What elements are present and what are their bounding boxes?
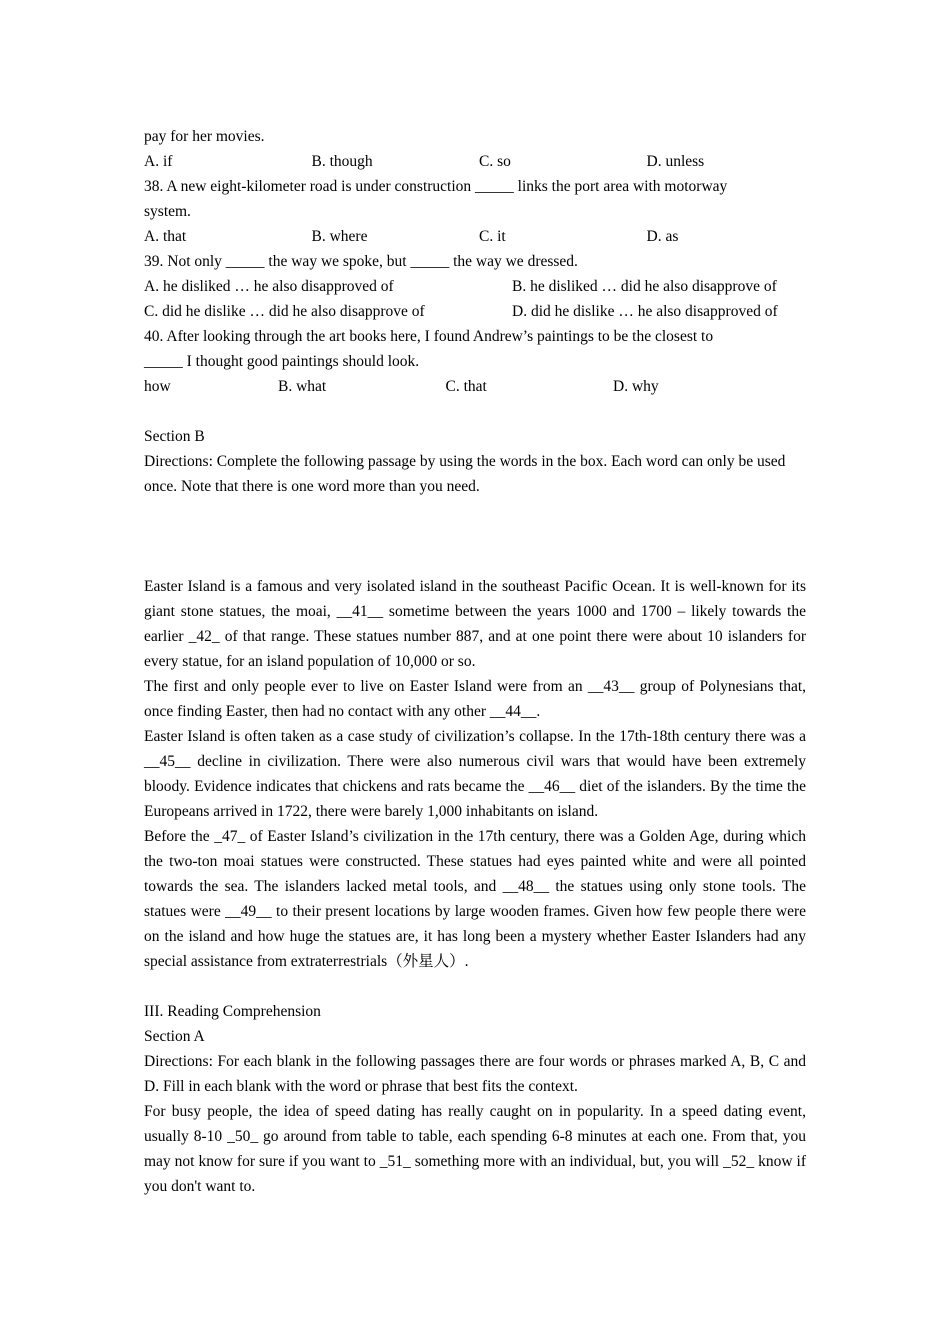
q38-stem-cont: system. bbox=[144, 203, 191, 220]
passage-paragraph-3: Easter Island is often taken as a case study of civilization’s collapse. In the 17th-18th century there was a __45__ decline in civilization. There were also numerous civil wars that would have been extremely bloody. Evidence indicates that chickens and rats became the __46__ diet of the islanders. By the time the Europeans arrived in 1722, there were barely 1,000 inhabitants on island. bbox=[144, 728, 806, 820]
q39-option-b: B. he disliked … did he also disapprove of bbox=[512, 278, 777, 295]
part3-heading: III. Reading Comprehension bbox=[144, 1003, 321, 1020]
q37-options bbox=[144, 149, 806, 174]
q38-option-c: C. it bbox=[479, 228, 506, 245]
q40-option-b: B. what bbox=[278, 378, 327, 395]
passage-paragraph-4: Before the _47_ of Easter Island’s civilization in the 17th century, there was a Golden Age, during which the two-ton moai statues were constructed. These statues had eyes painted white and were all pointed towards the sea. The islanders lacked metal tools, and __48__ the statues using only stone tools. The statues were __49__ to their present locations by large wooden frames. Given how few people there were on the island and how huge the statues are, it has long been a mystery whether Easter Islanders had any special assistance from extraterrestrials（外星人）. bbox=[144, 828, 806, 970]
spacer bbox=[144, 399, 806, 424]
passage-paragraph-2: The first and only people ever to live on Easter Island were from an __43__ group of Polynesians that, once finding Easter, then had no contact with any other __44__. bbox=[144, 678, 806, 720]
q40-option-a: how bbox=[144, 378, 171, 395]
q40-option-d: D. why bbox=[613, 378, 659, 395]
page-content bbox=[144, 124, 806, 1199]
q37-option-a: A. if bbox=[144, 153, 173, 170]
q37-stem-tail: pay for her movies. bbox=[144, 128, 265, 145]
q38-option-b: B. where bbox=[311, 228, 368, 245]
passage-paragraph-1: Easter Island is a famous and very isolated island in the southeast Pacific Ocean. It is well-known for its giant stone statues, the moai, __41__ sometime between the years 1000 and 1700 – likely towards the earlier _42_ of that range. These statues number 887, and at one point there were about 10 islanders for every statue, for an island population of 10,000 or so. bbox=[144, 578, 806, 670]
part3-passage: For busy people, the idea of speed dating has really caught on in popularity. In a speed dating event, usually 8-10 _50_ go around from table to table, each spending 6-8 minutes at each one. From that, you may not know for sure if you want to _51_ something more with an individual, but, you will _52_ know if you don't want to. bbox=[144, 1103, 806, 1195]
spacer bbox=[144, 974, 806, 999]
q40-option-c: C. that bbox=[445, 378, 487, 395]
q38-option-d: D. as bbox=[646, 228, 679, 245]
q40-stem-cont: _____ I thought good paintings should look. bbox=[144, 353, 420, 370]
q37-option-c: C. so bbox=[479, 153, 511, 170]
q38-stem: 38. A new eight-kilometer road is under construction _____ links the port area with motorway bbox=[144, 178, 728, 195]
q39-option-c: C. did he dislike … did he also disapprove of bbox=[144, 303, 425, 320]
q39-stem: 39. Not only _____ the way we spoke, but _____ the way we dressed. bbox=[144, 253, 578, 270]
q40-stem: 40. After looking through the art books here, I found Andrew’s paintings to be the closest to bbox=[144, 328, 714, 345]
part3-section-heading: Section A bbox=[144, 1028, 205, 1045]
part3-directions: Directions: For each blank in the following passages there are four words or phrases marked A, B, C and D. Fill in each blank with the word or phrase that best fits the context. bbox=[144, 1053, 806, 1095]
q37-option-b: B. though bbox=[311, 153, 373, 170]
q40-options bbox=[144, 374, 806, 399]
q38-option-a: A. that bbox=[144, 228, 187, 245]
section-b-heading: Section B bbox=[144, 428, 205, 445]
word-box-area bbox=[144, 499, 806, 574]
q39-options-row2 bbox=[144, 299, 806, 324]
q39-option-a: A. he disliked … he also disapproved of bbox=[144, 278, 394, 295]
q39-options-row1 bbox=[144, 274, 806, 299]
q39-option-d: D. did he dislike … he also disapproved of bbox=[512, 303, 778, 320]
q38-options bbox=[144, 224, 806, 249]
q37-option-d: D. unless bbox=[646, 153, 705, 170]
section-b-directions: Directions: Complete the following passage by using the words in the box. Each word can only be used once. Note that there is one word more than you need. bbox=[144, 453, 786, 495]
